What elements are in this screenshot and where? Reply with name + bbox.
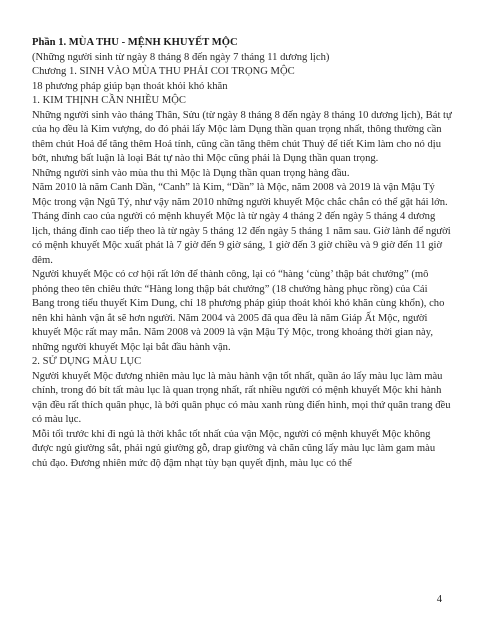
paragraph: Mỗi tối trước khi đi ngủ là thời khắc tốt nhất của vận Mộc, người có mệnh khuyết Mộc không được ngủ giường sắt, phải ngủ giường gỗ, drap giường và chăn cũng lấy màu lục làm gam màu chủ đạo. Đương nhiên mức độ đậm nhạt tùy bạn quyết định, màu lục có thể: [32, 428, 436, 469]
page-number: 4: [436, 594, 442, 605]
subtitle: (Những người sinh từ ngày 8 tháng 8 đến ngày 7 tháng 11 dương lịch): [32, 51, 330, 63]
section-heading-2: 2. SỬ DỤNG MÀU LỤC: [32, 356, 142, 367]
part-title: Phần 1. MÙA THU - MỆNH KHUYẾT MỘC: [32, 37, 238, 48]
page-content: [32, 36, 452, 471]
intro-line: 18 phương pháp giúp bạn thoát khỏi khó khăn: [32, 80, 228, 92]
paragraph: Năm 2010 là năm Canh Dần, “Canh” là Kim, “Dần” là Mộc, năm 2008 và 2019 là vận Mậu Tý Mộc trong vận Ngũ Tý, như vậy năm 2010 những người khuyết Mộc chắc chắn có thể gặt hái lớn.: [32, 182, 448, 208]
chapter-title: Chương 1. SINH VÀO MÙA THU PHẢI COI TRỌNG MỘC: [32, 66, 295, 77]
paragraph: Người khuyết Mộc đương nhiên màu lục là màu hành vận tốt nhất, quần áo lấy màu lục làm màu chính, trong đó bít tất màu lục là quan trọng nhất, rất nhiều người có mệnh khuyết Mộc khi hành vận đều rất thích quân phục, là bởi quân phục có màu xanh rùng điển hình, mọi thứ quân trang đều có màu lục.: [32, 370, 451, 425]
paragraph: Những người sinh vào tháng Thân, Sửu (từ ngày 8 tháng 8 đến ngày 8 tháng 10 dương lịch), Bát tự của họ đều là Kim vượng, do đó phải lấy Mộc làm Dụng thần quan trọng nhất, thông thường cần thêm chút Hoả để tăng thêm Hoả tính, cũng cần tăng thêm chút Thuỷ để tiết Kim làm cho nó dịu bớt, nhưng bất luận là loại Bát tự nào thì Mộc cũng phải là Dụng thần quan trọng.: [32, 109, 452, 164]
section-heading-1: 1. KIM THỊNH CẦN NHIỀU MỘC: [32, 95, 186, 106]
paragraph: Những người sinh vào mùa thu thì Mộc là Dụng thần quan trọng hàng đầu.: [32, 167, 350, 179]
paragraph: Người khuyết Mộc có cơ hội rất lớn để thành công, lại có “hàng ‘cùng’ thập bát chưởng” (mô phỏng theo tên chiêu thức “Hàng long thập bát chưởng” (18 chưởng hàng phục rồng) của Cái Bang trong tiểu thuyết Kim Dung, chỉ 18 phương pháp giúp thoát khỏi khó khăn cùng khổn), cho nên khi hành vận ắt sẽ hơn người. Năm 2004 và 2005 đã qua đều là năm Giáp Ất Mộc, người khuyết Mộc rất may mắn. Năm 2008 và 2009 là vận Mậu Tý Mộc, trong khoảng thời gian này, những người khuyết Mộc lại bắt đầu hành vận.: [32, 269, 445, 353]
paragraph: Tháng đỉnh cao của người có mệnh khuyết Mộc là từ ngày 4 tháng 2 đến ngày 5 tháng 4 dương lịch, tháng đỉnh cao tiếp theo là từ ngày 5 tháng 12 đến ngày 5 tháng 1 năm sau. Giờ lành để người có mệnh khuyết Mộc xuất phát là 7 giờ đến 9 giờ sáng, 1 giờ đến 3 giờ chiều và 9 giờ đến 11 giờ đêm.: [32, 211, 451, 266]
